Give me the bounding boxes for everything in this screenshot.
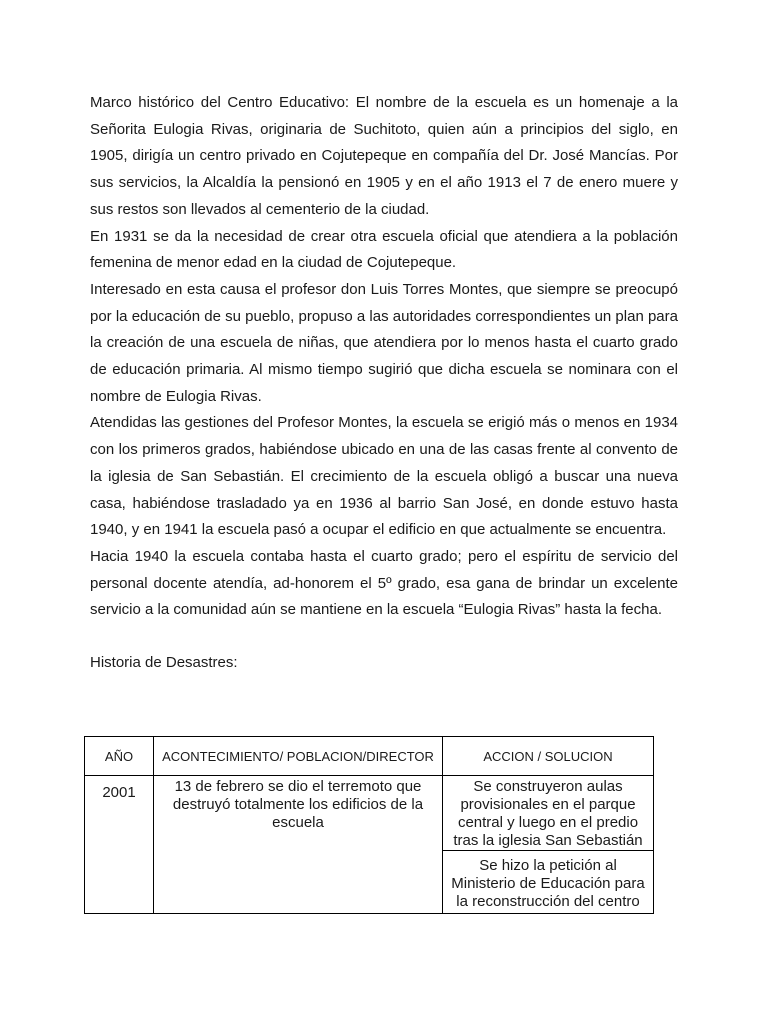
cell-action-1: Se construyeron aulas provisionales en el parque central y luego en el predio tras la iglesia San Sebastián <box>443 776 654 851</box>
paragraph-luis-torres-montes: Interesado en esta causa el profesor don Luis Torres Montes, que siempre se preocupó por la educación de su pueblo, propuso a las autoridades correspondientes un plan para la creación de una escuela de niñas, que atendiera por lo menos hasta el cuarto grado de educación primaria. Al mismo tiempo sugirió que dicha escuela se nominara con el nombre de Eulogia Rivas. <box>90 280 678 405</box>
paragraph-marco-historico: Marco histórico del Centro Educativo: El nombre de la escuela es un homenaje a la Señorita Eulogia Rivas, originaria de Suchitoto, quien aún a principios del siglo, en 1905, dirigía un centro privado en Cojutepeque en compañía del Dr. José Mancías. Por sus servicios, la Alcaldía la pensionó en 1905 y en el año 1913 el 7 de enero muere y sus restos son llevados al cementerio de la ciudad. <box>90 94 678 218</box>
document-body <box>90 90 678 677</box>
table-row <box>85 776 654 851</box>
header-year: AÑO <box>85 737 154 776</box>
cell-year: 2001 <box>85 776 154 914</box>
disasters-table <box>84 736 654 914</box>
paragraph-1940: Hacia 1940 la escuela contaba hasta el cuarto grado; pero el espíritu de servicio del personal docente atendía, ad-honorem el 5º grado, esa gana de brindar un excelente servicio a la comunidad aún se mantiene en la escuela “Eulogia Rivas” hasta la fecha. <box>90 547 678 619</box>
paragraph-profesor-montes: Atendidas las gestiones del Profesor Montes, la escuela se erigió más o menos en 1934 con los primeros grados, habiéndose ubicado en una de las casas frente al convento de la iglesia de San Sebastián. El crecimiento de la escuela obligó a buscar una nueva casa, habiéndose trasladado ya en 1936 al barrio San José, en donde estuvo hasta 1940, y en 1941 la escuela pasó a ocupar el edificio en que actualmente se encuentra. <box>90 414 678 539</box>
paragraph-1931: En 1931 se da la necesidad de crear otra escuela oficial que atendiera a la población femenina de menor edad en la ciudad de Cojutepeque. <box>90 227 678 272</box>
cell-event: 13 de febrero se dio el terremoto que destruyó totalmente los edificios de la escuela <box>154 776 443 914</box>
header-action: ACCION / SOLUCION <box>443 737 654 776</box>
table-header-row <box>85 737 654 776</box>
section-title-historia-desastres: Historia de Desastres: <box>90 654 238 672</box>
header-event: ACONTECIMIENTO/ POBLACION/DIRECTOR <box>154 737 443 776</box>
cell-action-2: Se hizo la petición al Ministerio de Educación para la reconstrucción del centro <box>443 851 654 914</box>
